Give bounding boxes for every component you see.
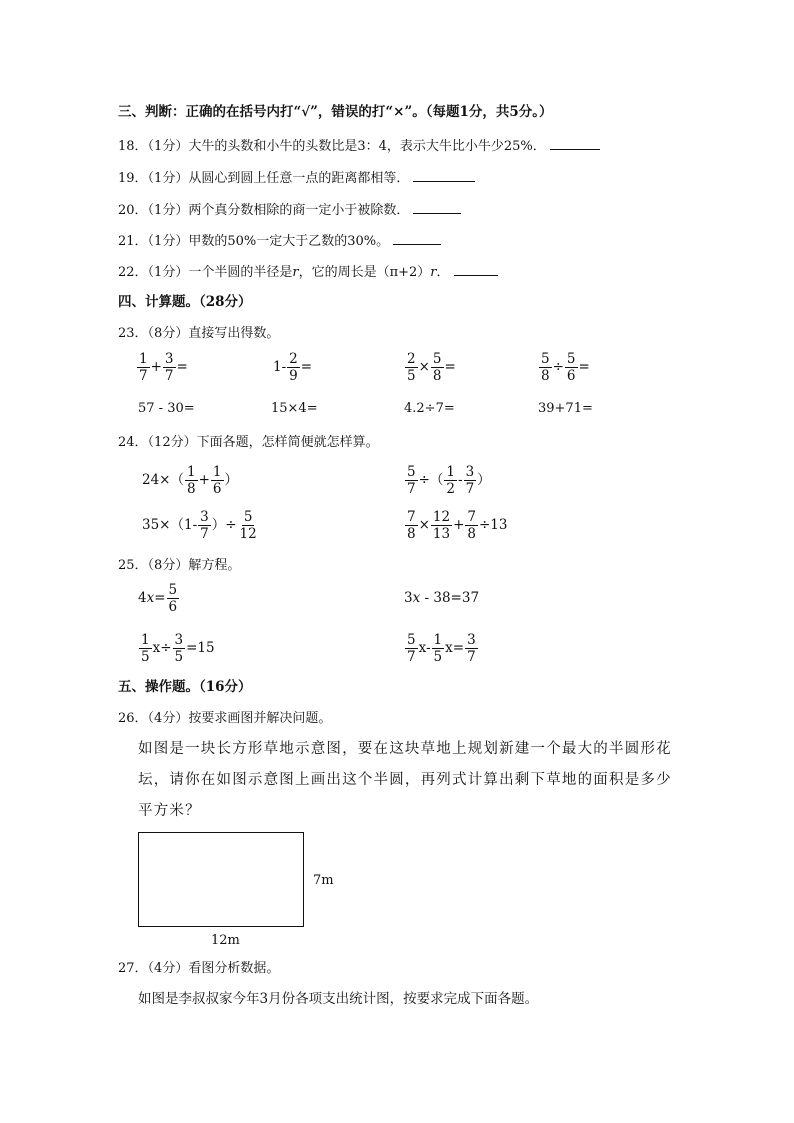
fraction: $\frac{1}{5}$ — [433, 632, 443, 666]
expr-23g: 4.2÷7= — [404, 401, 455, 416]
question-number: 20． — [118, 203, 148, 218]
fraction: $\frac{3}{7}$ — [465, 464, 475, 498]
expr-24c: 35×（1- $\frac{3}{7}$ ）÷ $\frac{5}{12}$ — [142, 509, 257, 543]
question-text: 两个真分数相除的商一定小于被除数． — [188, 203, 410, 218]
section-3-heading: 三、判断：正确的在括号内打“√”，错误的打“×”。（每题1分，共5分。） — [118, 104, 553, 120]
expr-23c: $\frac{2}{5}$ × $\frac{5}{8}$ = — [407, 351, 456, 385]
equation-25c: $\frac{1}{5}$ x÷ $\frac{3}{5}$ =15 — [141, 632, 215, 666]
question-text: 一个半圆的半径是 — [188, 265, 293, 280]
question-score: （8分） — [147, 558, 189, 573]
question-18 — [118, 138, 600, 153]
fraction: $\frac{5}{6}$ — [566, 351, 576, 385]
question-score: （1分） — [147, 203, 189, 218]
variable-r: r — [430, 265, 437, 280]
question-number: 18． — [118, 139, 148, 154]
question-number: 27． — [118, 961, 148, 976]
question-text: 从圆心到圆上任意一点的距离都相等． — [188, 171, 410, 186]
answer-blank[interactable] — [454, 264, 498, 276]
question-number: 22． — [118, 265, 148, 280]
fraction: $\frac{5}{12}$ — [239, 509, 257, 543]
question-text: 甲数的50%一定大于乙数的30%。 — [188, 234, 390, 249]
answer-blank[interactable] — [413, 170, 475, 182]
fraction: $\frac{5}{6}$ — [168, 582, 178, 616]
answer-blank[interactable] — [393, 233, 441, 245]
fraction: $\frac{1}{8}$ — [187, 464, 196, 498]
question-text: 看图分析数据。 — [188, 961, 280, 976]
fraction: $\frac{5}{8}$ — [432, 351, 442, 385]
question-26 — [118, 712, 331, 725]
question-text: ． — [436, 265, 450, 280]
answer-blank[interactable] — [550, 138, 600, 150]
question-27 — [118, 962, 279, 975]
question-number: 25． — [118, 558, 148, 573]
expr-23f: 15×4= — [271, 401, 318, 416]
fraction: $\frac{3}{5}$ — [174, 632, 184, 666]
equation-25a: 4x= $\frac{5}{6}$ — [138, 582, 178, 616]
question-20 — [118, 202, 461, 217]
question-text: 下面各题，怎样简便就怎样算。 — [196, 435, 379, 450]
question-score: （1分） — [147, 234, 189, 249]
question-score: （12分） — [147, 435, 197, 450]
question-number: 23． — [118, 326, 148, 341]
equation-25d: $\frac{5}{7}$ x- $\frac{1}{5}$ x= $\frac{3}{7}$ — [407, 632, 476, 666]
fraction: $\frac{1}{6}$ — [212, 464, 222, 498]
question-22 — [118, 264, 498, 279]
height-label: 7m — [313, 873, 334, 888]
question-score: （4分） — [147, 711, 189, 726]
expr-23e: 57 - 30= — [138, 401, 195, 416]
section-5-heading: 五、操作题。（16分） — [118, 679, 252, 695]
expr-24b: $\frac{5}{7}$ ÷（ $\frac{1}{2}$ - $\frac{3}{7}$ ） — [407, 464, 491, 498]
expr-24a: 24×（ $\frac{1}{8}$ + $\frac{1}{6}$ ） — [142, 464, 238, 498]
equation-25b: 3x - 38=37 — [404, 590, 480, 606]
question-score: （1分） — [147, 265, 189, 280]
fraction: $\frac{12}{13}$ — [432, 509, 451, 543]
question-score: （1分） — [147, 139, 189, 154]
question-score: （1分） — [147, 171, 189, 186]
problem-text-line: 坛，请你在如图示意图上画出这个半圆，再列式计算出剩下草地的面积是多少 — [138, 772, 672, 788]
problem-text-line: 平方米？ — [138, 803, 201, 819]
question-text: 直接写出得数。 — [188, 326, 280, 341]
question-text: 解方程。 — [188, 558, 241, 573]
question-number: 24． — [118, 435, 148, 450]
fraction: $\frac{1}{7}$ — [139, 351, 148, 385]
question-number: 19． — [118, 171, 148, 186]
fraction: $\frac{2}{5}$ — [407, 351, 416, 385]
width-label: 12m — [211, 933, 240, 948]
question-24 — [118, 436, 379, 449]
fraction: $\frac{3}{7}$ — [164, 351, 174, 385]
problem-text-line: 如图是一块长方形草地示意图，要在这块草地上规划新建一个最大的半圆形花 — [138, 741, 672, 757]
question-21 — [118, 233, 441, 248]
question-score: （8分） — [147, 326, 189, 341]
question-text: 大牛的头数和小牛的头数比是3：4，表示大牛比小牛少25%． — [188, 139, 546, 154]
lawn-rectangle-diagram[interactable] — [138, 832, 304, 927]
fraction: $\frac{5}{7}$ — [407, 632, 416, 666]
fraction: $\frac{3}{7}$ — [200, 509, 209, 543]
question-number: 21． — [118, 234, 148, 249]
fraction: $\frac{2}{9}$ — [289, 351, 298, 385]
fraction: $\frac{1}{2}$ — [446, 464, 455, 498]
fraction: $\frac{1}{5}$ — [141, 632, 150, 666]
expr-23h: 39+71= — [538, 401, 593, 416]
expr-23d: $\frac{5}{8}$ ÷ $\frac{5}{6}$ = — [541, 351, 590, 385]
fraction: $\frac{5}{8}$ — [541, 351, 550, 385]
fraction: $\frac{7}{8}$ — [467, 509, 476, 543]
expr-24d: $\frac{7}{8}$ × $\frac{12}{13}$ + $\frac{7}{8}$ ÷13 — [407, 509, 508, 543]
question-23 — [118, 327, 279, 340]
expr-23b: 1- $\frac{2}{9}$ = — [273, 351, 313, 385]
fraction: $\frac{5}{7}$ — [407, 464, 416, 498]
fraction: $\frac{7}{8}$ — [407, 509, 416, 543]
question-number: 26． — [118, 711, 148, 726]
question-score: （4分） — [147, 961, 189, 976]
problem-text: 如图是李叔叔家今年3月份各项支出统计图，按要求完成下面各题。 — [138, 991, 539, 1007]
question-text: ，它的周长是（π+2） — [298, 265, 431, 280]
question-19 — [118, 170, 475, 185]
fraction: $\frac{3}{7}$ — [467, 632, 476, 666]
section-4-heading: 四、计算题。（28分） — [118, 294, 252, 310]
answer-blank[interactable] — [413, 202, 461, 214]
question-25 — [118, 559, 240, 572]
variable-r: r — [292, 265, 299, 280]
expr-23a: $\frac{1}{7}$ + $\frac{3}{7}$ = — [139, 351, 188, 385]
question-text: 按要求画图并解决问题。 — [188, 711, 332, 726]
